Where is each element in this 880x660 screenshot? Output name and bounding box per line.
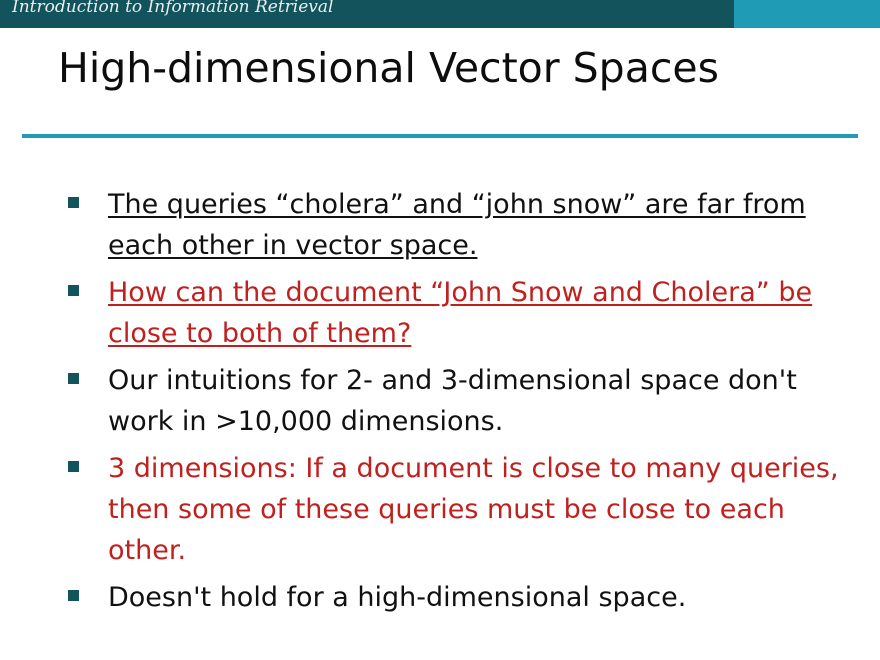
page-title: High-dimensional Vector Spaces xyxy=(58,44,719,93)
bullet-marker-icon xyxy=(68,590,79,601)
list-item xyxy=(64,577,854,618)
bullet-marker-icon xyxy=(68,285,79,296)
bullet-marker-icon xyxy=(68,461,79,472)
list-item xyxy=(64,448,854,571)
list-item xyxy=(64,184,854,266)
list-item xyxy=(64,360,854,442)
bullet-list xyxy=(64,184,854,624)
list-item-text: The queries “cholera” and “john snow” are far from each other in vector space. xyxy=(108,189,806,261)
course-label: Introduction to Information Retrieval xyxy=(12,0,334,17)
list-item-text: How can the document “John Snow and Cholera” be close to both of them? xyxy=(108,277,813,349)
list-item-text: 3 dimensions: If a document is close to many queries, then some of these queries must be close to each other. xyxy=(108,453,839,566)
list-item-text: Our intuitions for 2- and 3-dimensional space don't work in >10,000 dimensions. xyxy=(108,365,797,437)
list-item xyxy=(64,272,854,354)
title-divider xyxy=(22,134,858,138)
bullet-marker-icon xyxy=(68,197,79,208)
bullet-marker-icon xyxy=(68,373,79,384)
list-item-text: Doesn't hold for a high-dimensional space. xyxy=(108,582,687,613)
